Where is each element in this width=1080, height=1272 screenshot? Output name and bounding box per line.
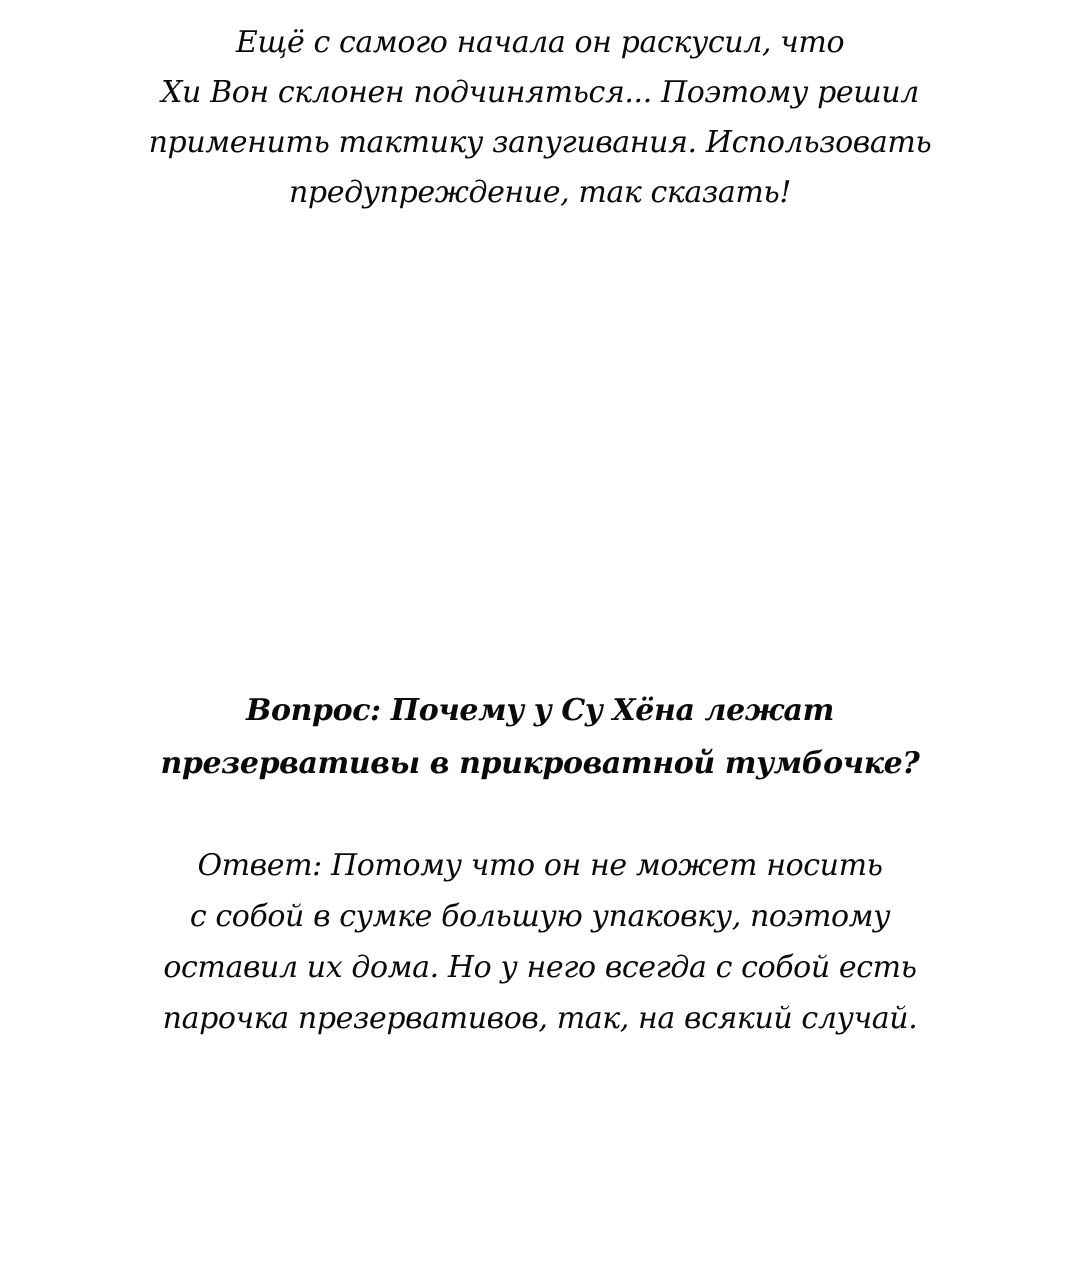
intro-line: предупреждение, так сказать! bbox=[288, 175, 792, 210]
intro-line: Ещё с самого начала он раскусил, что bbox=[235, 25, 845, 60]
question-line: презервативы в прикроватной тумбочке? bbox=[160, 746, 920, 781]
answer-line: с собой в сумке большую упаковку, поэтому bbox=[189, 899, 891, 934]
question-line: Вопрос: Почему у Су Хёна лежат bbox=[246, 693, 834, 728]
answer-line: парочка презервативов, так, на всякий случай. bbox=[162, 1001, 918, 1036]
question-paragraph bbox=[140, 684, 940, 790]
intro-line: применить тактику запугивания. Использовать bbox=[148, 125, 932, 160]
intro-paragraph bbox=[140, 18, 940, 218]
answer-paragraph bbox=[140, 840, 940, 1044]
answer-line: Ответ: Потому что он не может носить bbox=[197, 848, 883, 883]
answer-line: оставил их дома. Но у него всегда с собой есть bbox=[163, 950, 917, 985]
intro-line: Хи Вон склонен подчиняться... Поэтому решил bbox=[161, 75, 919, 110]
